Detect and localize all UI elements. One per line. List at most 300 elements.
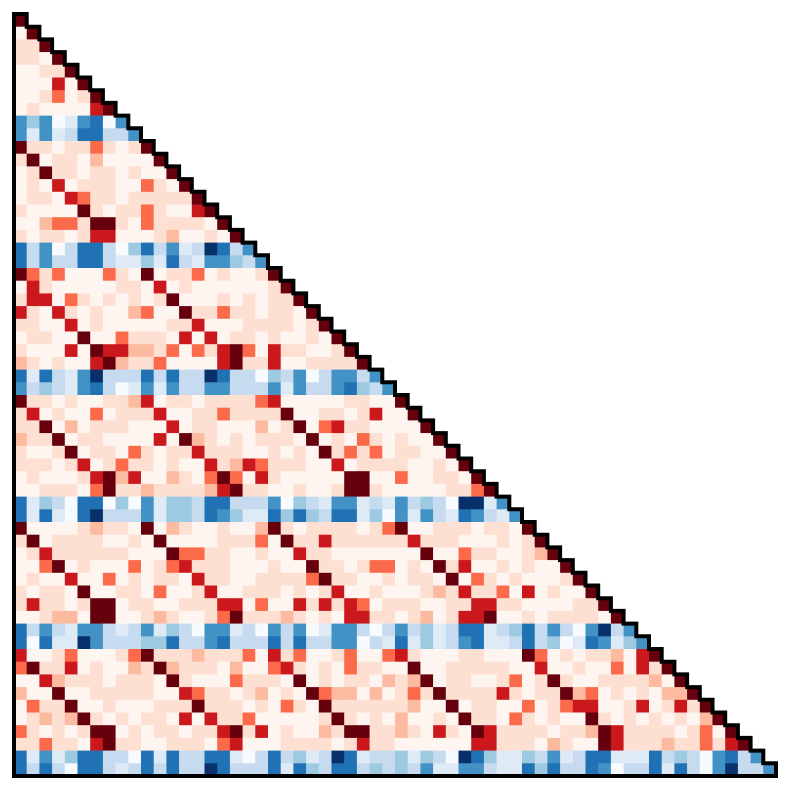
heatmap-cell [27, 65, 40, 78]
heatmap-cell [344, 497, 357, 510]
heatmap-cell [382, 535, 395, 548]
heatmap-cell [636, 662, 649, 675]
heatmap-cell [52, 459, 65, 472]
heatmap-cell [65, 90, 78, 103]
heatmap-cell [192, 497, 205, 510]
heatmap-cell [179, 230, 192, 243]
heatmap-cell [522, 547, 535, 560]
heatmap-cell [90, 408, 103, 421]
heatmap-cell [281, 420, 294, 433]
heatmap-cell [649, 687, 662, 700]
heatmap-cell [52, 598, 65, 611]
heatmap-cell [382, 497, 395, 510]
heatmap-cell [319, 547, 332, 560]
heatmap-cell [230, 535, 243, 548]
heatmap-cell [230, 332, 243, 345]
heatmap-cell [141, 484, 154, 497]
heatmap-cell [243, 395, 256, 408]
heatmap-cell [420, 598, 433, 611]
heatmap-cell [357, 459, 370, 472]
heatmap-cell [78, 103, 91, 116]
heatmap-cell [78, 116, 91, 129]
heatmap-cell [598, 636, 611, 649]
heatmap-cell [90, 751, 103, 764]
heatmap-cell [27, 433, 40, 446]
heatmap-cell [306, 662, 319, 675]
heatmap-cell [293, 687, 306, 700]
heatmap-cell [395, 586, 408, 599]
heatmap-cell [90, 192, 103, 205]
heatmap-cell [192, 255, 205, 268]
heatmap-cell [357, 662, 370, 675]
heatmap-cell [332, 357, 345, 370]
heatmap-cell [179, 217, 192, 230]
heatmap-cell [192, 738, 205, 751]
heatmap-cell [560, 662, 573, 675]
heatmap-cell [52, 446, 65, 459]
heatmap-cell [52, 497, 65, 510]
heatmap-cell [205, 738, 218, 751]
heatmap-cell [65, 243, 78, 256]
heatmap-cell [230, 573, 243, 586]
heatmap-cell [166, 306, 179, 319]
heatmap-cell [128, 395, 141, 408]
heatmap-cell [78, 306, 91, 319]
heatmap-cell [332, 573, 345, 586]
heatmap-cell [166, 509, 179, 522]
heatmap-cell [268, 509, 281, 522]
heatmap-cell [662, 751, 675, 764]
heatmap-cell [52, 319, 65, 332]
heatmap-cell [382, 547, 395, 560]
heatmap-cell [65, 192, 78, 205]
heatmap-cell [78, 357, 91, 370]
heatmap-cell [484, 725, 497, 738]
heatmap-cell [509, 586, 522, 599]
heatmap-cell [370, 433, 383, 446]
heatmap-cell [205, 751, 218, 764]
heatmap-cell [446, 484, 459, 497]
heatmap-cell [90, 319, 103, 332]
heatmap-cell [357, 560, 370, 573]
heatmap-cell [332, 713, 345, 726]
heatmap-cell [27, 281, 40, 294]
heatmap-cell [281, 725, 294, 738]
heatmap-cell [420, 738, 433, 751]
heatmap-cell [281, 484, 294, 497]
heatmap-cell [598, 662, 611, 675]
heatmap-cell [306, 370, 319, 383]
heatmap-cell [141, 217, 154, 230]
heatmap-cell [90, 662, 103, 675]
heatmap-cell [65, 357, 78, 370]
heatmap-cell [268, 547, 281, 560]
heatmap-cell [78, 154, 91, 167]
heatmap-cell [255, 446, 268, 459]
heatmap-cell [382, 636, 395, 649]
heatmap-cell [154, 192, 167, 205]
heatmap-cell [408, 624, 421, 637]
heatmap-cell [344, 408, 357, 421]
heatmap-cell [547, 700, 560, 713]
heatmap-cell [255, 624, 268, 637]
heatmap-cell [484, 611, 497, 624]
heatmap-cell [90, 459, 103, 472]
heatmap-cell [90, 687, 103, 700]
heatmap-cell [78, 332, 91, 345]
heatmap-cell [65, 649, 78, 662]
heatmap-cell [293, 725, 306, 738]
heatmap-cell [205, 408, 218, 421]
heatmap-cell [166, 382, 179, 395]
heatmap-cell [636, 700, 649, 713]
heatmap-cell [116, 509, 129, 522]
heatmap-cell [103, 547, 116, 560]
heatmap-cell [306, 725, 319, 738]
heatmap-cell [484, 700, 497, 713]
heatmap-cell [255, 408, 268, 421]
heatmap-cell [382, 408, 395, 421]
heatmap-cell [90, 586, 103, 599]
heatmap-cell [166, 217, 179, 230]
heatmap-cell [166, 535, 179, 548]
heatmap-cell [268, 293, 281, 306]
heatmap-cell [293, 332, 306, 345]
heatmap-cell [306, 395, 319, 408]
heatmap-cell [52, 357, 65, 370]
heatmap-cell [408, 446, 421, 459]
heatmap-cell [344, 700, 357, 713]
heatmap-cell [344, 636, 357, 649]
heatmap-cell [281, 662, 294, 675]
heatmap-cell [192, 459, 205, 472]
heatmap-cell [192, 243, 205, 256]
heatmap-cell [598, 700, 611, 713]
heatmap-cell [509, 535, 522, 548]
heatmap-cell [459, 700, 472, 713]
heatmap-cell [27, 179, 40, 192]
heatmap-cell [395, 687, 408, 700]
heatmap-cell [497, 725, 510, 738]
heatmap-cell [408, 509, 421, 522]
heatmap-cell [484, 535, 497, 548]
heatmap-cell [78, 586, 91, 599]
heatmap-cell [78, 420, 91, 433]
heatmap-cell [128, 649, 141, 662]
heatmap-cell [192, 547, 205, 560]
heatmap-cell [154, 319, 167, 332]
heatmap-cell [293, 700, 306, 713]
heatmap-cell [624, 687, 637, 700]
heatmap-cell [255, 522, 268, 535]
heatmap-cell [255, 420, 268, 433]
heatmap-cell [725, 751, 738, 764]
heatmap-cell [370, 509, 383, 522]
heatmap-cell [268, 700, 281, 713]
heatmap-cell [166, 395, 179, 408]
heatmap-cell [547, 662, 560, 675]
heatmap-cell [103, 128, 116, 141]
heatmap-cell [306, 636, 319, 649]
heatmap-cell [547, 725, 560, 738]
heatmap-cell [433, 535, 446, 548]
heatmap-cell [90, 395, 103, 408]
heatmap-cell [293, 674, 306, 687]
heatmap-cell [27, 713, 40, 726]
heatmap-cell [90, 332, 103, 345]
heatmap-cell [420, 713, 433, 726]
heatmap-cell [357, 433, 370, 446]
heatmap-cell [357, 738, 370, 751]
heatmap-cell [39, 662, 52, 675]
heatmap-cell [471, 497, 484, 510]
heatmap-cell [90, 382, 103, 395]
heatmap-cell [116, 560, 129, 573]
heatmap-cell [141, 509, 154, 522]
heatmap-cell [103, 319, 116, 332]
heatmap-cell [370, 586, 383, 599]
heatmap-cell [243, 446, 256, 459]
heatmap-cell [39, 459, 52, 472]
heatmap-cell [281, 408, 294, 421]
heatmap-cell [243, 674, 256, 687]
heatmap-cell [27, 471, 40, 484]
heatmap-cell [128, 192, 141, 205]
heatmap-cell [78, 598, 91, 611]
heatmap-cell [497, 700, 510, 713]
heatmap-cell [154, 674, 167, 687]
heatmap-cell [395, 420, 408, 433]
heatmap-cell [573, 751, 586, 764]
heatmap-cell [433, 700, 446, 713]
heatmap-cell [205, 662, 218, 675]
heatmap-cell [179, 547, 192, 560]
heatmap-cell [306, 674, 319, 687]
heatmap-cell [395, 459, 408, 472]
heatmap-cell [27, 255, 40, 268]
heatmap-cell [217, 725, 230, 738]
heatmap-cell [52, 713, 65, 726]
heatmap-cell [52, 306, 65, 319]
heatmap-cell [78, 205, 91, 218]
heatmap-cell [154, 586, 167, 599]
heatmap-cell [471, 674, 484, 687]
heatmap-cell [243, 281, 256, 294]
heatmap-cell [128, 408, 141, 421]
heatmap-cell [65, 509, 78, 522]
heatmap-cell [230, 446, 243, 459]
heatmap-cell [27, 636, 40, 649]
heatmap-cell [306, 713, 319, 726]
heatmap-cell [39, 560, 52, 573]
heatmap-cell [319, 560, 332, 573]
heatmap-cell [509, 547, 522, 560]
heatmap-cell [281, 522, 294, 535]
heatmap-cell [598, 624, 611, 637]
heatmap-cell [509, 725, 522, 738]
heatmap-cell [255, 497, 268, 510]
heatmap-cell [255, 382, 268, 395]
heatmap-cell [446, 598, 459, 611]
heatmap-cell [39, 738, 52, 751]
heatmap-cell [395, 713, 408, 726]
heatmap-cell [65, 154, 78, 167]
heatmap-cell [293, 408, 306, 421]
heatmap-cell [39, 408, 52, 421]
heatmap-cell [166, 497, 179, 510]
heatmap-cell [586, 687, 599, 700]
heatmap-cell [382, 738, 395, 751]
heatmap-cell [636, 751, 649, 764]
heatmap-cell [90, 471, 103, 484]
heatmap-cell [446, 751, 459, 764]
heatmap-cell [166, 484, 179, 497]
heatmap-cell [90, 166, 103, 179]
heatmap-cell [90, 738, 103, 751]
heatmap-cell [65, 408, 78, 421]
heatmap-cell [217, 586, 230, 599]
heatmap-cell [624, 662, 637, 675]
heatmap-cell [39, 332, 52, 345]
heatmap-cell [90, 357, 103, 370]
heatmap-cell [166, 611, 179, 624]
heatmap-cell [179, 535, 192, 548]
heatmap-cell [166, 547, 179, 560]
heatmap-cell [116, 230, 129, 243]
heatmap-cell [535, 662, 548, 675]
heatmap-cell [560, 611, 573, 624]
heatmap-cell [255, 344, 268, 357]
heatmap-cell [27, 522, 40, 535]
heatmap-cell [65, 420, 78, 433]
heatmap-cell [357, 395, 370, 408]
heatmap-cell [141, 446, 154, 459]
heatmap-cell [65, 459, 78, 472]
heatmap-cell [154, 611, 167, 624]
heatmap-cell [166, 344, 179, 357]
heatmap-cell [154, 497, 167, 510]
heatmap-cell [268, 713, 281, 726]
heatmap-cell [27, 192, 40, 205]
heatmap-cell [649, 751, 662, 764]
heatmap-cell [166, 255, 179, 268]
heatmap-cell [560, 738, 573, 751]
heatmap-cell [497, 586, 510, 599]
heatmap-cell [344, 459, 357, 472]
heatmap-cell [27, 446, 40, 459]
heatmap-cell [192, 370, 205, 383]
heatmap-cell [90, 547, 103, 560]
heatmap-cell [243, 332, 256, 345]
heatmap-cell [446, 674, 459, 687]
heatmap-cell [522, 751, 535, 764]
heatmap-cell [535, 751, 548, 764]
heatmap-cell [154, 420, 167, 433]
heatmap-cell [433, 560, 446, 573]
heatmap-cell [52, 725, 65, 738]
heatmap-cell [154, 382, 167, 395]
heatmap-cell [128, 446, 141, 459]
heatmap-cell [230, 598, 243, 611]
heatmap-cell [268, 471, 281, 484]
heatmap-cell [52, 395, 65, 408]
heatmap-cell [103, 636, 116, 649]
heatmap-cell [27, 725, 40, 738]
heatmap-cell [408, 751, 421, 764]
heatmap-cell [484, 573, 497, 586]
heatmap-cell [39, 471, 52, 484]
heatmap-cell [522, 738, 535, 751]
heatmap-cell [78, 293, 91, 306]
heatmap-cell [116, 205, 129, 218]
heatmap-cell [27, 205, 40, 218]
heatmap-cell [408, 547, 421, 560]
heatmap-cell [27, 357, 40, 370]
heatmap-cell [268, 636, 281, 649]
heatmap-cell [39, 433, 52, 446]
heatmap-cell [78, 674, 91, 687]
heatmap-cell [27, 154, 40, 167]
heatmap-cell [192, 725, 205, 738]
heatmap-cell [103, 611, 116, 624]
heatmap-cell [52, 433, 65, 446]
heatmap-cell [497, 649, 510, 662]
heatmap-cell [560, 649, 573, 662]
heatmap-cell [205, 395, 218, 408]
heatmap-cell [230, 395, 243, 408]
heatmap-cell [65, 522, 78, 535]
heatmap-cell [700, 725, 713, 738]
heatmap-cell [408, 471, 421, 484]
heatmap-cell [357, 408, 370, 421]
heatmap-cell [103, 687, 116, 700]
heatmap-cell [433, 674, 446, 687]
heatmap-cell [471, 700, 484, 713]
heatmap-cell [420, 471, 433, 484]
heatmap-cell [268, 370, 281, 383]
heatmap-cell [103, 243, 116, 256]
heatmap-cell [39, 141, 52, 154]
heatmap-cell [217, 573, 230, 586]
heatmap-cell [344, 649, 357, 662]
heatmap-cell [27, 535, 40, 548]
heatmap-cell [230, 674, 243, 687]
heatmap-cell [217, 255, 230, 268]
heatmap-cell [255, 395, 268, 408]
heatmap-cell [382, 713, 395, 726]
heatmap-cell [141, 306, 154, 319]
heatmap-cell [243, 408, 256, 421]
heatmap-cell [306, 586, 319, 599]
heatmap-cell [586, 725, 599, 738]
heatmap-cell [154, 649, 167, 662]
heatmap-cell [522, 649, 535, 662]
heatmap-cell [255, 357, 268, 370]
heatmap-cell [522, 713, 535, 726]
heatmap-cell [560, 624, 573, 637]
heatmap-cell [217, 674, 230, 687]
heatmap-cell [535, 586, 548, 599]
heatmap-cell [192, 484, 205, 497]
heatmap-cell [205, 382, 218, 395]
heatmap-cell [179, 395, 192, 408]
heatmap-cell [459, 484, 472, 497]
heatmap-cell [522, 560, 535, 573]
heatmap-cell [611, 687, 624, 700]
heatmap-cell [255, 306, 268, 319]
heatmap-cell [90, 217, 103, 230]
heatmap-cell [141, 370, 154, 383]
